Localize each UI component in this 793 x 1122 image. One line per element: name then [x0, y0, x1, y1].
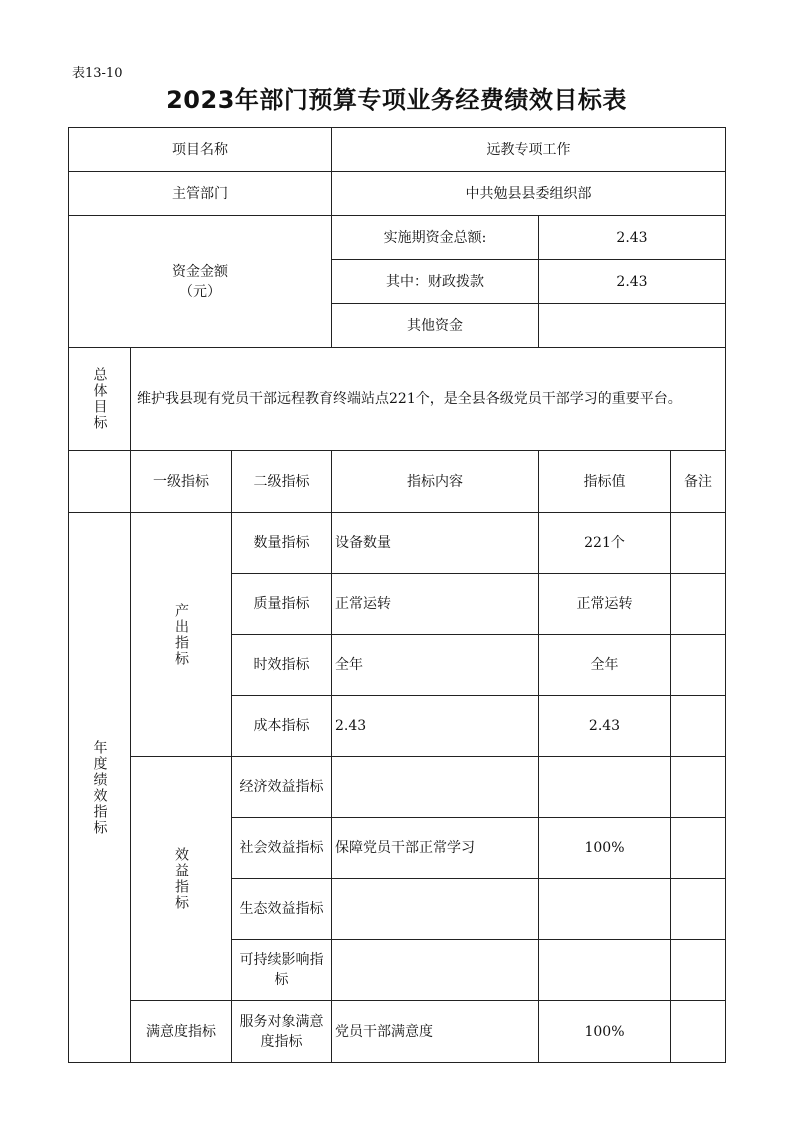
value-cell: [539, 940, 671, 1001]
goal-label: 总体目标: [91, 367, 108, 431]
table-row: [69, 348, 726, 451]
note-cell: [671, 574, 726, 635]
level2-cell: 服务对象满意度指标: [232, 1001, 332, 1063]
performance-table: [68, 127, 726, 1063]
funds-unit: （元）: [179, 283, 221, 300]
dept-label: 主管部门: [69, 172, 332, 216]
content-cell: 全年: [332, 635, 539, 696]
note-cell: [671, 818, 726, 879]
level2-cell: 成本指标: [232, 696, 332, 757]
value-cell: [539, 757, 671, 818]
group-satisfaction-label: 满意度指标: [131, 1001, 232, 1063]
annual-label-cell: [69, 513, 131, 1063]
note-cell: [671, 513, 726, 574]
table-row: [69, 451, 726, 513]
content-cell: [332, 879, 539, 940]
group-output-label: 产出指标: [173, 602, 189, 667]
col-header-level1: 一级指标: [131, 451, 232, 513]
content-cell: 设备数量: [332, 513, 539, 574]
table-row: [69, 757, 726, 818]
col-header-note: 备注: [671, 451, 726, 513]
col-header-value: 指标值: [539, 451, 671, 513]
goal-label-cell: [69, 348, 131, 451]
table-row: [69, 128, 726, 172]
project-name-label: 项目名称: [69, 128, 332, 172]
goal-text: 维护我县现有党员干部远程教育终端站点221个，是全县各级党员干部学习的重要平台。: [131, 348, 726, 451]
content-cell: 正常运转: [332, 574, 539, 635]
note-cell: [671, 757, 726, 818]
project-name-value: 远教专项工作: [332, 128, 726, 172]
level2-cell: 质量指标: [232, 574, 332, 635]
content-cell: 2.43: [332, 696, 539, 757]
content-cell: 党员干部满意度: [332, 1001, 539, 1063]
table-row: [69, 513, 726, 574]
content-cell: [332, 940, 539, 1001]
value-cell: 正常运转: [539, 574, 671, 635]
header-blank: [69, 451, 131, 513]
value-cell: 221个: [539, 513, 671, 574]
funds-total-value: 2.43: [539, 216, 726, 260]
group-benefit-cell: [131, 757, 232, 1001]
group-benefit-label: 效益指标: [173, 846, 189, 911]
note-cell: [671, 1001, 726, 1063]
funds-label: 资金金额: [172, 263, 228, 280]
table-row: [69, 216, 726, 260]
value-cell: 100%: [539, 818, 671, 879]
funds-other-value: [539, 304, 726, 348]
value-cell: 2.43: [539, 696, 671, 757]
note-cell: [671, 879, 726, 940]
content-cell: 保障党员干部正常学习: [332, 818, 539, 879]
funds-other-label: 其他资金: [332, 304, 539, 348]
page-title: 2023年部门预算专项业务经费绩效目标表: [166, 86, 627, 114]
note-cell: [671, 635, 726, 696]
value-cell: 全年: [539, 635, 671, 696]
annual-label: 年度绩效指标: [91, 739, 108, 836]
level2-cell: 可持续影响指标: [232, 940, 332, 1001]
funds-fiscal-label: 其中：财政拨款: [332, 260, 539, 304]
group-output-cell: [131, 513, 232, 757]
note-cell: [671, 940, 726, 1001]
value-cell: [539, 879, 671, 940]
note-cell: [671, 696, 726, 757]
funds-label-cell: [69, 216, 332, 348]
level2-cell: 社会效益指标: [232, 818, 332, 879]
level2-cell: 时效指标: [232, 635, 332, 696]
funds-fiscal-value: 2.43: [539, 260, 726, 304]
table-number: 表13-10: [72, 66, 123, 81]
level2-cell: 经济效益指标: [232, 757, 332, 818]
level2-cell: 数量指标: [232, 513, 332, 574]
table-row: [69, 172, 726, 216]
dept-value: 中共勉县县委组织部: [332, 172, 726, 216]
level2-cell: 生态效益指标: [232, 879, 332, 940]
funds-total-label: 实施期资金总额:: [332, 216, 539, 260]
col-header-level2: 二级指标: [232, 451, 332, 513]
col-header-content: 指标内容: [332, 451, 539, 513]
value-cell: 100%: [539, 1001, 671, 1063]
content-cell: [332, 757, 539, 818]
table-row: [69, 1001, 726, 1063]
